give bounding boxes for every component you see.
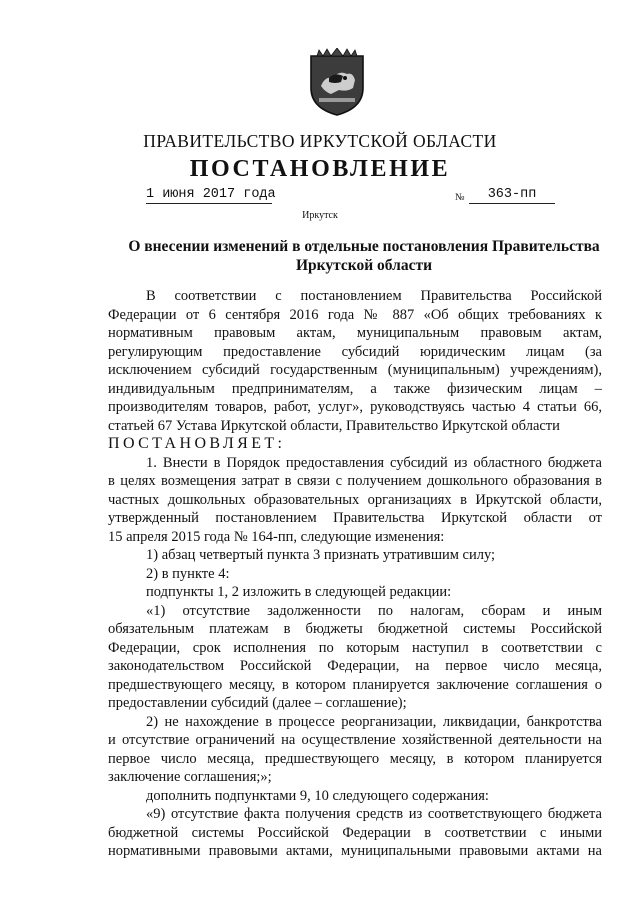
title-line: О внесении изменений в отдельные постановления Правительства — [128, 238, 600, 255]
body-line: Федерации от 6 сентября 2016 года № 887 «Об общих требованиях к — [108, 306, 602, 323]
body-line: 15 апреля 2015 года № 164-пп, следующие изменения: — [108, 528, 445, 545]
body-line: предоставлении субсидий (далее – соглашение); — [108, 695, 407, 711]
coat-of-arms-icon — [309, 48, 365, 116]
body-line: «9) отсутствие факта получения средств из соответствующего бюджета — [146, 806, 602, 822]
document-city: Иркутск — [302, 210, 338, 221]
body-line: 1. Внести в Порядок предоставления субсидий из областного бюджета — [146, 454, 602, 471]
body-line: частных дошкольных образовательных организациях в Иркутской области, — [108, 491, 602, 508]
body-line: регулирующим предоставление субсидий юридическим лицам (за — [108, 343, 602, 360]
body-line: предшествующего месяцу, в котором планируется заключение соглашения о — [108, 676, 602, 693]
body-line: первое число месяца, предшествующего месяцу, в котором планируется — [108, 750, 602, 767]
body-line: 2) в пункте 4: — [146, 565, 230, 582]
resolve-word: ПОСТАНОВЛЯЕТ: — [108, 435, 286, 452]
government-name: ПРАВИТЕЛЬСТВО ИРКУТСКОЙ ОБЛАСТИ — [143, 131, 497, 151]
body-line: заключение соглашения;»; — [108, 769, 272, 785]
body-line: статьей 67 Устава Иркутской области, Правительство Иркутской области — [108, 417, 560, 434]
body-line: бюджетной системы Российской Федерации в соответствии с иными — [108, 824, 602, 841]
body-line: «1) отсутствие задолженности по налогам, сборам и иным — [146, 602, 602, 619]
body-line: исключением субсидий государственным (муниципальным) учреждениям), — [108, 362, 602, 378]
body-line: В соответствии с постановлением Правительства Российской — [146, 288, 602, 304]
body-line: индивидуальным предпринимателям, а также физическим лицам – — [108, 380, 602, 397]
body-line: нормативным правовым актам, муниципальным правовым актам, — [108, 325, 602, 341]
title-line: Иркутской области — [295, 257, 433, 274]
number-sign: № — [455, 192, 465, 203]
body-line: нормативными правовыми актами, муниципальными правовыми актами на — [108, 843, 602, 859]
body-line: производителям товаров, работ, услуг», руководствуясь частью 4 статьи 66, — [108, 399, 602, 415]
document-number: 363-пп — [469, 187, 555, 204]
body-line: 1) абзац четвертый пункта 3 признать утратившим силу; — [146, 547, 496, 563]
body-line: законодательством Российской Федерации, на первое число месяца, — [108, 658, 602, 674]
body-line: дополнить подпунктами 9, 10 следующего содержания: — [146, 787, 489, 804]
body-line: утвержденный постановлением Правительства Иркутской области от — [108, 510, 602, 526]
document-date: 1 июня 2017 года — [146, 187, 276, 202]
body-line: обязательным платежам в бюджеты бюджетной системы Российской — [108, 621, 602, 637]
body-line: Федерации, срок исполнения по которым наступил в соответствии с — [108, 639, 602, 656]
body-line: и отсутствие ограничений на осуществление хозяйственной деятельности на — [108, 732, 602, 748]
body-line: в целях возмещения затрат в связи с получением дошкольного образования в — [108, 473, 602, 489]
document-title — [108, 237, 620, 275]
document-type: ПОСТАНОВЛЕНИЕ — [189, 156, 451, 182]
body-line: 2) не нахождение в процессе реорганизации, ликвидации, банкротства — [146, 713, 602, 730]
body-line: подпункты 1, 2 изложить в следующей редакции: — [146, 584, 452, 600]
document-body — [108, 287, 602, 861]
